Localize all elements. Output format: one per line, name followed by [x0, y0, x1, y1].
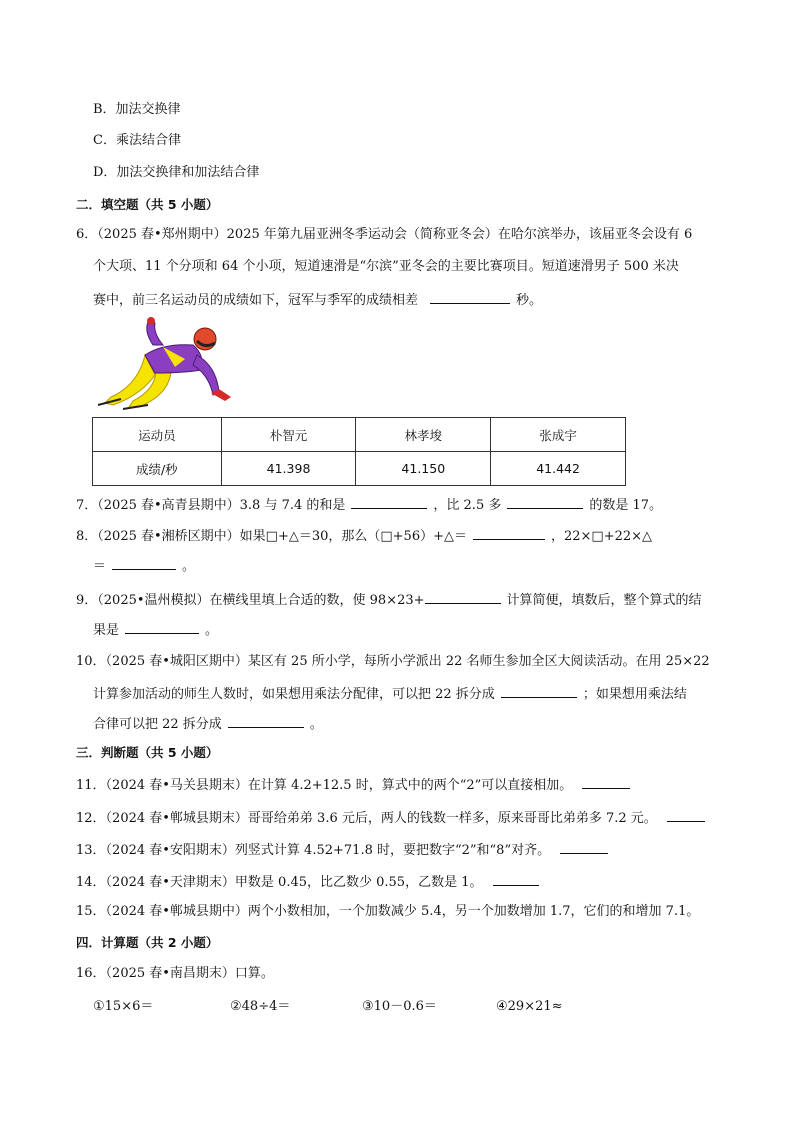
q9-blank-1[interactable]	[425, 590, 501, 604]
q11-text: 11．（2024 春•马关县期末）在计算 4.2+12.5 时，算式中的两个“2”可以直接相加。	[76, 778, 573, 793]
q10-blank-1[interactable]	[501, 684, 577, 698]
q8-text-d: 。	[182, 559, 196, 574]
q7-text-a: 7．（2025 春•高青县期中）3.8 与 7.4 的和是	[76, 498, 346, 513]
q14-text: 14．（2024 春•天津期末）甲数是 0.45，比乙数少 0.55，乙数是 1。	[76, 875, 483, 890]
q7-text-b: ，比 2.5 多	[433, 498, 502, 513]
q14-answer-blank[interactable]	[493, 872, 539, 886]
q8-blank-1[interactable]	[473, 526, 545, 540]
q9-blank-2[interactable]	[125, 620, 199, 634]
q8-text-a: 8．（2025 春•湘桥区期中）如果□+△＝30，那么（□+56）+△＝	[76, 529, 467, 544]
q9-text-d: 。	[205, 623, 219, 638]
q6-answer-blank[interactable]	[430, 290, 510, 304]
q8-line2	[93, 556, 195, 576]
speed-skater-illustration	[93, 315, 243, 415]
q6-unit: 秒。	[516, 293, 543, 308]
table-header-row	[93, 418, 626, 452]
option-c: C．乘法结合律	[93, 133, 181, 148]
table-cell: 成绩/秒	[93, 452, 222, 486]
table-cell: 张成宇	[491, 418, 626, 452]
q9-text-a: 9．（2025•温州模拟）在横线里填上合适的数，使 98×23+	[76, 593, 425, 608]
q8-text-c: ＝	[93, 559, 107, 574]
q12	[76, 808, 711, 828]
table-cell: 41.150	[356, 452, 491, 486]
section-calc-heading: 四．计算题（共 2 小题）	[76, 935, 219, 950]
q11	[76, 775, 636, 795]
q16-item-3: ③10－0.6＝	[362, 999, 437, 1014]
q9-line2	[93, 620, 218, 640]
table-cell: 41.398	[221, 452, 356, 486]
q10-text-d: 合律可以把 22 拆分成	[93, 717, 222, 732]
table-row	[93, 452, 626, 486]
option-b: B．加法交换律	[93, 102, 181, 117]
q7	[76, 495, 662, 515]
q16-item-2: ②48÷4＝	[230, 999, 291, 1014]
results-table	[92, 417, 626, 486]
q13-answer-blank[interactable]	[560, 840, 608, 854]
q14	[76, 872, 545, 892]
q11-answer-blank[interactable]	[582, 775, 630, 789]
q16-title: 16．（2025 春•南昌期末）口算。	[76, 966, 274, 981]
q13-text: 13．（2024 春•安阳期末）列竖式计算 4.52+71.8 时，要把数字“2”和“8”对齐。	[76, 843, 551, 858]
q6-line1: 6．（2025 春•郑州期中）2025 年第九届亚洲冬季运动会（简称亚冬会）在哈尔滨举办，该届亚冬会设有 6	[76, 227, 693, 242]
q10-line2	[93, 684, 687, 704]
q10-line3	[93, 714, 323, 734]
q12-answer-blank[interactable]	[667, 808, 705, 822]
table-cell: 41.442	[491, 452, 626, 486]
q6-line2: 个大项、11 个分项和 64 个小项，短道速滑是“尔滨”亚冬会的主要比赛项目。短道速滑男子 500 米决	[93, 259, 679, 274]
q9-text-b: 计算简便，填数后，整个算式的结	[506, 593, 702, 608]
q15: 15．（2024 春•郸城县期中）两个小数相加，一个加数减少 5.4，另一个加数增加 1.7，它们的和增加 7.1。	[76, 904, 700, 919]
table-cell: 朴智元	[221, 418, 356, 452]
q10-text-e: 。	[309, 717, 323, 732]
option-d: D．加法交换律和加法结合律	[93, 165, 260, 180]
q10-line1: 10．（2025 春•城阳区期中）某区有 25 所小学，每所小学派出 22 名师生参加全区大阅读活动。在用 25×22	[76, 654, 710, 669]
q16-item-1: ①15×6＝	[93, 999, 154, 1014]
q16-item-4: ④29×21≈	[496, 999, 563, 1014]
q6-line3	[93, 290, 542, 310]
q6-text: 赛中，前三名运动员的成绩如下，冠军与季军的成绩相差	[93, 293, 419, 308]
q10-blank-2[interactable]	[228, 714, 304, 728]
q8-blank-2[interactable]	[112, 556, 176, 570]
q7-blank-1[interactable]	[351, 495, 427, 509]
table-cell: 运动员	[93, 418, 222, 452]
table-cell: 林孝埈	[356, 418, 491, 452]
q10-text-b: 计算参加活动的师生人数时，如果想用乘法分配律，可以把 22 拆分成	[93, 687, 495, 702]
q13	[76, 840, 614, 860]
q12-text: 12．（2024 春•郸城县期末）哥哥给弟弟 3.6 元后，两人的钱数一样多，原来哥哥比弟弟多 7.2 元。	[76, 811, 657, 826]
q10-text-c: ；如果想用乘法结	[582, 687, 687, 702]
q7-blank-2[interactable]	[507, 495, 583, 509]
q8-text-b: ，22×□+22×△	[550, 529, 653, 544]
section-fill-heading: 二．填空题（共 5 小题）	[76, 197, 219, 212]
q7-text-c: 的数是 17。	[589, 498, 663, 513]
q9-text-c: 果是	[93, 623, 120, 638]
q9-line1	[76, 590, 702, 610]
q8-line1	[76, 526, 652, 546]
section-judge-heading: 三．判断题（共 5 小题）	[76, 745, 219, 760]
